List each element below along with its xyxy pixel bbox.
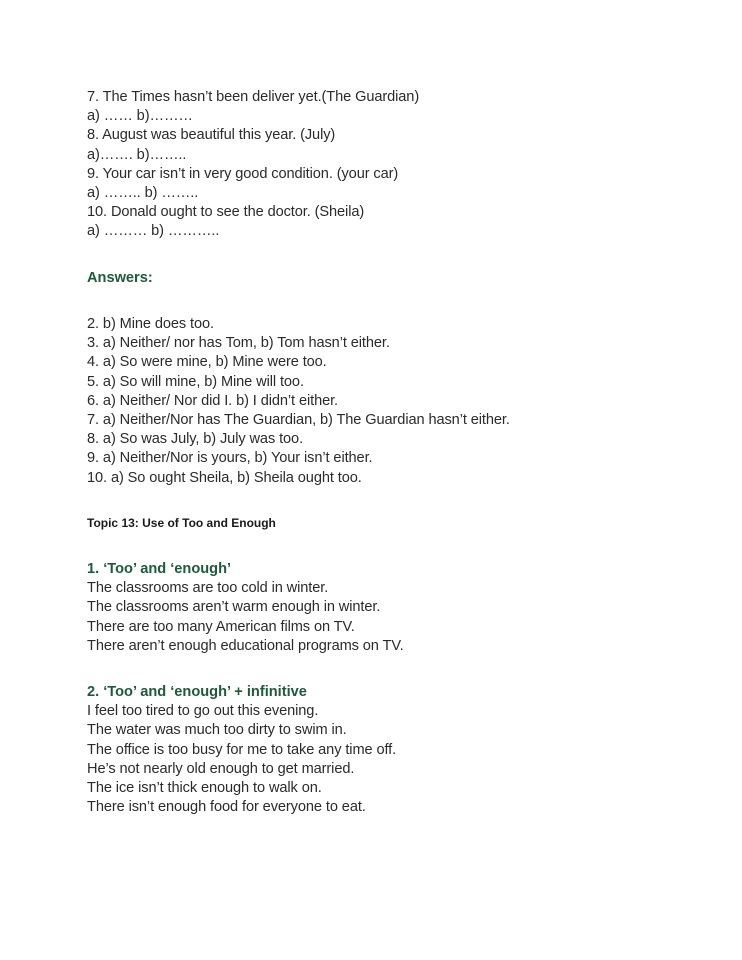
answer-line: 3. a) Neither/ nor has Tom, b) Tom hasn’t either. <box>87 335 390 352</box>
section-1-line: The classrooms are too cold in winter. <box>87 580 329 597</box>
section-2 <box>87 683 396 817</box>
exercise-line: a) ……… b) ……….. <box>87 223 220 240</box>
section-2-line: He’s not nearly old enough to get married. <box>87 760 355 777</box>
exercise-line: 9. Your car isn’t in very good condition. (your car) <box>87 165 399 182</box>
topic-title: Topic 13: Use of Too and Enough <box>87 516 276 530</box>
answer-line: 2. b) Mine does too. <box>87 316 214 332</box>
answer-line: 5. a) So will mine, b) Mine will too. <box>87 373 304 390</box>
answer-line: 6. a) Neither/ Nor did I. b) I didn’t either. <box>87 392 339 409</box>
exercise-block <box>87 88 419 242</box>
answer-line: 10. a) So ought Sheila, b) Sheila ought too. <box>87 469 362 486</box>
answer-line: 7. a) Neither/Nor has The Guardian, b) The Guardian hasn’t either. <box>87 412 510 429</box>
exercise-line: 7. The Times hasn’t been deliver yet.(The Guardian) <box>87 89 420 105</box>
topic-title-block <box>87 515 276 531</box>
section-1 <box>87 560 404 656</box>
exercise-line: a)……. b)…….. <box>87 146 187 163</box>
answers-heading-block <box>87 269 153 288</box>
section-2-heading: 2. ‘Too’ and ‘enough’ + infinitive <box>87 684 307 700</box>
exercise-line: a) …….. b) …….. <box>87 185 199 202</box>
exercise-line: 8. August was beautiful this year. (July) <box>87 127 336 144</box>
section-2-line: There isn’t enough food for everyone to eat. <box>87 799 366 816</box>
section-1-line: There are too many American films on TV. <box>87 618 355 635</box>
section-1-heading: 1. ‘Too’ and ‘enough’ <box>87 561 232 577</box>
section-2-line: I feel too tired to go out this evening. <box>87 703 319 720</box>
section-1-line: There aren’t enough educational programs on TV. <box>87 637 404 654</box>
section-2-line: The water was much too dirty to swim in. <box>87 722 347 739</box>
answer-line: 9. a) Neither/Nor is yours, b) Your isn’t either. <box>87 450 373 467</box>
section-2-line: The ice isn’t thick enough to walk on. <box>87 780 322 797</box>
exercise-line: 10. Donald ought to see the doctor. (Sheila) <box>87 204 365 221</box>
answers-list <box>87 315 510 488</box>
section-1-line: The classrooms aren’t warm enough in winter. <box>87 599 381 616</box>
section-2-line: The office is too busy for me to take any time off. <box>87 741 397 758</box>
answer-line: 8. a) So was July, b) July was too. <box>87 431 304 448</box>
answers-heading: Answers: <box>87 270 153 286</box>
exercise-line: a) …… b)……… <box>87 108 193 125</box>
answer-line: 4. a) So were mine, b) Mine were too. <box>87 354 327 371</box>
